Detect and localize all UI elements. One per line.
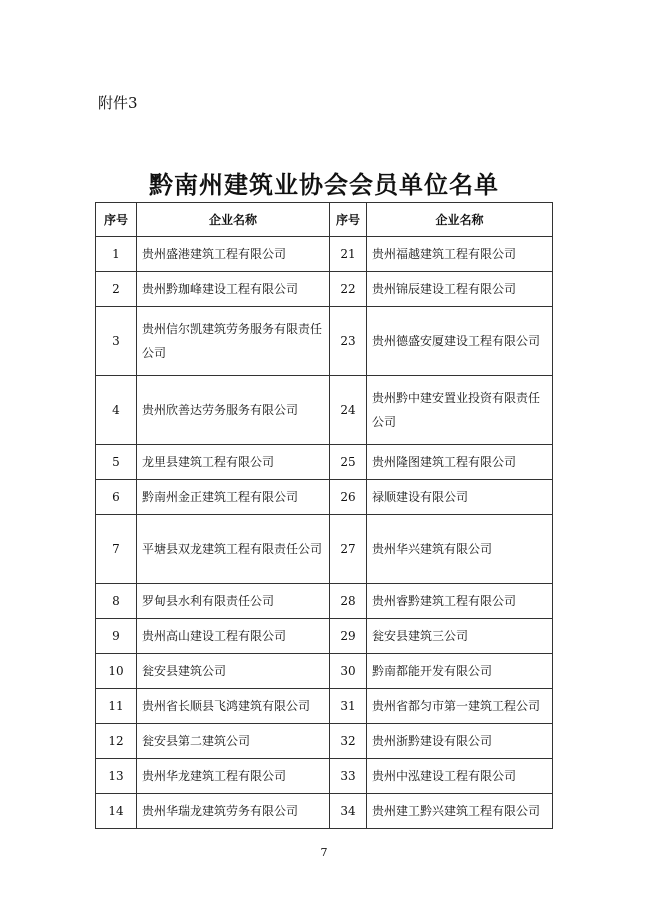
right-seq-cell: 21 <box>330 237 367 272</box>
left-company-name: 龙里县建筑工程有限公司 <box>137 445 330 480</box>
table-row <box>96 237 553 272</box>
table-row <box>96 619 553 654</box>
right-company-name: 禄顺建设有限公司 <box>367 480 553 515</box>
header-seq-left: 序号 <box>96 203 137 237</box>
right-seq-cell: 30 <box>330 654 367 689</box>
page-number: 7 <box>320 846 328 859</box>
right-seq-cell: 24 <box>330 376 367 445</box>
left-company-name: 贵州欣善达劳务服务有限公司 <box>137 376 330 445</box>
left-seq-cell: 9 <box>96 619 137 654</box>
right-seq-cell: 25 <box>330 445 367 480</box>
right-company-name: 贵州建工黔兴建筑工程有限公司 <box>367 794 553 829</box>
right-company-name: 贵州锦辰建设工程有限公司 <box>367 272 553 307</box>
right-seq-cell: 27 <box>330 515 367 584</box>
header-name-right: 企业名称 <box>367 203 553 237</box>
left-seq-cell: 6 <box>96 480 137 515</box>
left-company-name: 瓮安县第二建筑公司 <box>137 724 330 759</box>
left-company-name: 贵州盛港建筑工程有限公司 <box>137 237 330 272</box>
left-company-name: 瓮安县建筑公司 <box>137 654 330 689</box>
table-row <box>96 759 553 794</box>
left-seq-cell: 8 <box>96 584 137 619</box>
left-company-name: 贵州华瑞龙建筑劳务有限公司 <box>137 794 330 829</box>
member-rows <box>96 237 553 829</box>
right-company-name: 贵州浙黔建设有限公司 <box>367 724 553 759</box>
table-row <box>96 724 553 759</box>
right-seq-cell: 29 <box>330 619 367 654</box>
left-company-name: 贵州省长顺县飞鸿建筑有限公司 <box>137 689 330 724</box>
right-seq-cell: 32 <box>330 724 367 759</box>
table-row <box>96 584 553 619</box>
right-company-name: 贵州中泓建设工程有限公司 <box>367 759 553 794</box>
right-company-name: 贵州睿黔建筑工程有限公司 <box>367 584 553 619</box>
table-row <box>96 480 553 515</box>
member-table <box>95 202 553 829</box>
right-company-name: 贵州黔中建安置业投资有限责任公司 <box>367 376 553 445</box>
left-seq-cell: 3 <box>96 307 137 376</box>
left-seq-cell: 11 <box>96 689 137 724</box>
left-seq-cell: 4 <box>96 376 137 445</box>
right-seq-cell: 22 <box>330 272 367 307</box>
left-seq-cell: 14 <box>96 794 137 829</box>
left-company-name: 贵州华龙建筑工程有限公司 <box>137 759 330 794</box>
table-row <box>96 445 553 480</box>
left-company-name: 贵州黔珈峰建设工程有限公司 <box>137 272 330 307</box>
document-title: 黔南州建筑业协会会员单位名单 <box>149 171 499 199</box>
left-seq-cell: 7 <box>96 515 137 584</box>
left-seq-cell: 10 <box>96 654 137 689</box>
right-company-name: 贵州省都匀市第一建筑工程公司 <box>367 689 553 724</box>
table-row <box>96 654 553 689</box>
table-row <box>96 272 553 307</box>
table-row <box>96 515 553 584</box>
left-seq-cell: 12 <box>96 724 137 759</box>
left-seq-cell: 1 <box>96 237 137 272</box>
table-row <box>96 689 553 724</box>
left-company-name: 罗甸县水利有限责任公司 <box>137 584 330 619</box>
right-seq-cell: 23 <box>330 307 367 376</box>
left-company-name: 平塘县双龙建筑工程有限责任公司 <box>137 515 330 584</box>
header-name-left: 企业名称 <box>137 203 330 237</box>
left-seq-cell: 5 <box>96 445 137 480</box>
right-company-name: 贵州德盛安厦建设工程有限公司 <box>367 307 553 376</box>
right-seq-cell: 33 <box>330 759 367 794</box>
left-seq-cell: 13 <box>96 759 137 794</box>
right-company-name: 贵州华兴建筑有限公司 <box>367 515 553 584</box>
attachment-label: 附件3 <box>98 94 138 112</box>
right-seq-cell: 31 <box>330 689 367 724</box>
table-row <box>96 794 553 829</box>
right-company-name: 黔南都能开发有限公司 <box>367 654 553 689</box>
left-seq-cell: 2 <box>96 272 137 307</box>
right-company-name: 贵州隆图建筑工程有限公司 <box>367 445 553 480</box>
right-company-name: 贵州福越建筑工程有限公司 <box>367 237 553 272</box>
right-seq-cell: 28 <box>330 584 367 619</box>
left-company-name: 贵州信尔凯建筑劳务服务有限责任公司 <box>137 307 330 376</box>
right-seq-cell: 34 <box>330 794 367 829</box>
left-company-name: 黔南州金正建筑工程有限公司 <box>137 480 330 515</box>
table-header-row <box>96 203 553 237</box>
table-row <box>96 376 553 445</box>
right-company-name: 瓮安县建筑三公司 <box>367 619 553 654</box>
right-seq-cell: 26 <box>330 480 367 515</box>
left-company-name: 贵州高山建设工程有限公司 <box>137 619 330 654</box>
header-seq-right: 序号 <box>330 203 367 237</box>
table-row <box>96 307 553 376</box>
